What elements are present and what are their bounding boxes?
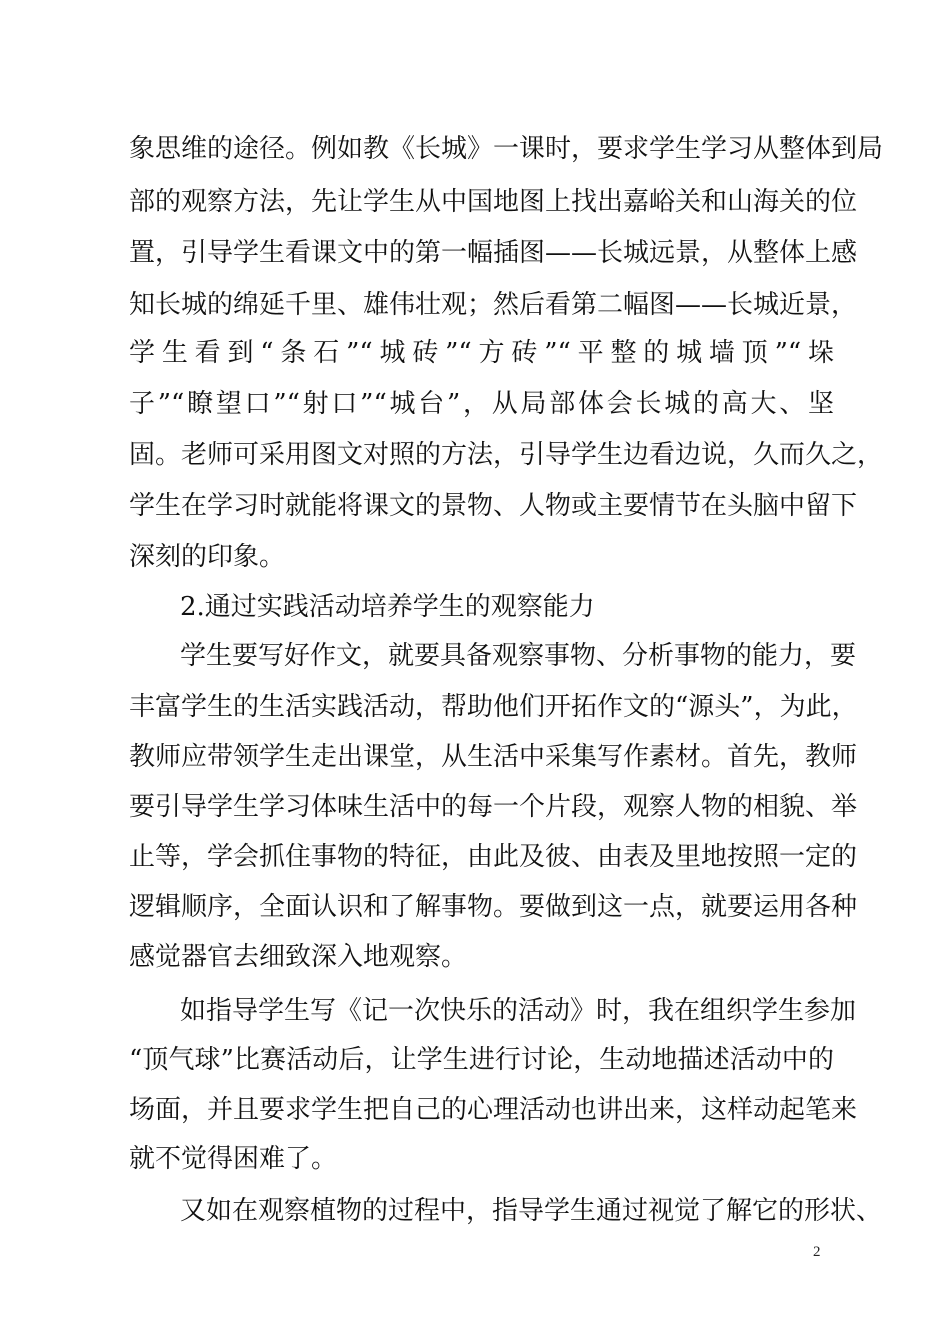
- text-line-16: 逻辑顺序，全面认识和了解事物。要做到这一点，就要运用各种: [129, 892, 858, 922]
- text-line-17: 感觉器官去细致深入地观察。: [129, 942, 468, 972]
- text-line-22: 又如在观察植物的过程中，指导学生通过视觉了解它的形状、: [180, 1196, 883, 1226]
- text-line-18: 如指导学生写《记一次快乐的活动》时，我在组织学生参加: [180, 996, 857, 1026]
- text-line-20: 场面，并且要求学生把自己的心理活动也讲出来，这样动起笔来: [129, 1095, 858, 1125]
- text-line-7: 固。老师可采用图文对照的方法，引导学生边看边说，久而久之，: [129, 440, 884, 470]
- text-line-12: 丰富学生的生活实践活动，帮助他们开拓作文的“源头”，为此，: [129, 692, 858, 722]
- text-line-1: 象思维的途径。例如教《长城》一课时，要求学生学习从整体到局: [129, 134, 884, 164]
- text-line-5: 学生看到“条石”“城砖”“方砖”“平整的城墙顶”“垛: [129, 338, 834, 368]
- text-line-13: 教师应带领学生走出课堂，从生活中采集写作素材。首先，教师: [129, 742, 858, 772]
- text-line-6: 子”“瞭望口”“射口”“城台”，从局部体会长城的高大、坚: [129, 389, 834, 419]
- text-line-4: 知长城的绵延千里、雄伟壮观；然后看第二幅图——长城近景，: [129, 290, 858, 320]
- text-line-8: 学生在学习时就能将课文的景物、人物或主要情节在头脑中留下: [129, 491, 858, 521]
- section-heading: 2.通过实践活动培养学生的观察能力: [180, 592, 595, 622]
- text-line-19: “顶气球”比赛活动后，让学生进行讨论，生动地描述活动中的: [129, 1045, 834, 1075]
- text-line-21: 就不觉得困难了。: [129, 1144, 338, 1174]
- page-number: 2: [813, 1244, 821, 1260]
- text-line-15: 止等，学会抓住事物的特征，由此及彼、由表及里地按照一定的: [129, 842, 858, 872]
- text-line-2: 部的观察方法，先让学生从中国地图上找出嘉峪关和山海关的位: [129, 187, 858, 217]
- text-line-14: 要引导学生学习体味生活中的每一个片段，观察人物的相貌、举: [129, 792, 858, 822]
- text-line-11: 学生要写好作文，就要具备观察事物、分析事物的能力，要: [180, 641, 857, 671]
- text-line-3: 置，引导学生看课文中的第一幅插图——长城远景，从整体上感: [129, 238, 858, 268]
- text-line-9: 深刻的印象。: [129, 542, 286, 572]
